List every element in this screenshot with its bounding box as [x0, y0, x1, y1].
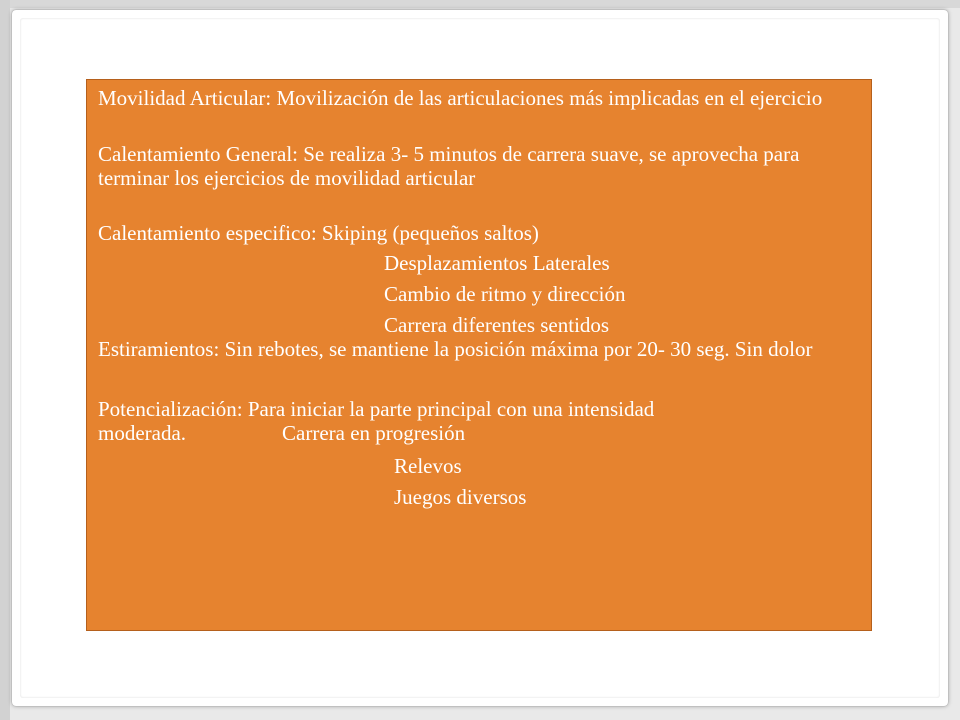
potencializacion-line1: Potencialización: Para iniciar la parte principal con una intensidad [98, 397, 655, 421]
potencializacion-item: Juegos diversos [394, 485, 527, 509]
especifico-item: Carrera diferentes sentidos [384, 313, 610, 337]
potencializacion-item: Relevos [394, 454, 462, 478]
potencializacion-item: Carrera en progresión [282, 421, 466, 445]
slide-top-edge [0, 0, 960, 8]
potencializacion-line2 [98, 421, 857, 445]
especifico-item: Desplazamientos Laterales [384, 251, 610, 275]
movilidad-paragraph: Movilidad Articular: Movilización de las articulaciones más implicadas en el ejercicio [98, 86, 823, 110]
calentamiento-general-paragraph: Calentamiento General: Se realiza 3- 5 minutos de carrera suave, se aprovecha para terminar los ejercicios de movilidad articular [98, 142, 800, 190]
estiramientos-paragraph: Estiramientos: Sin rebotes, se mantiene la posición máxima por 20- 30 seg. Sin dolor [98, 337, 813, 361]
slide-left-edge [0, 0, 10, 720]
especifico-item: Cambio de ritmo y dirección [384, 282, 626, 306]
calentamiento-especifico-paragraph: Calentamiento especifico: Skiping (pequeños saltos) [98, 221, 539, 245]
orange-content-box [86, 79, 872, 631]
potencializacion-moderada: moderada. [98, 421, 187, 445]
